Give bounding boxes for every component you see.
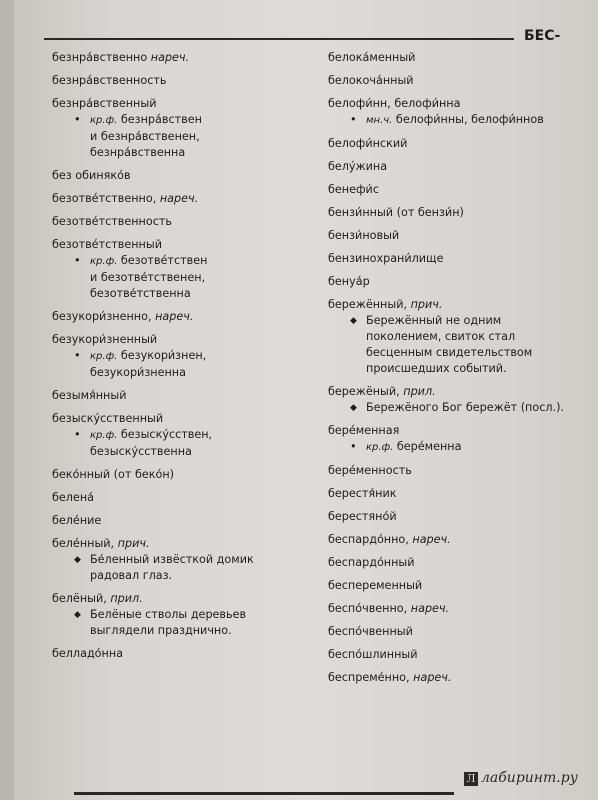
part-of-speech: прил. [110,592,143,605]
diamond-bullet-icon: ◆ [350,316,357,326]
dictionary-entry [52,467,314,483]
headword [52,73,314,89]
headword-text: белофи́нский [328,137,408,150]
headword-text: белладо́нна [52,647,124,660]
forms-text: белофи́нны, белофи́ннов [395,113,544,126]
dictionary-entry [328,532,590,548]
part-of-speech: прич. [410,298,443,311]
grammatical-forms [52,253,314,270]
dictionary-entry [328,670,590,686]
dictionary-entry [52,50,314,66]
part-of-speech: нареч. [413,671,452,684]
headword [328,182,590,198]
grammatical-forms [52,112,314,129]
usage-example [52,623,314,639]
example-text: Бе́ленный извёсткой домик [90,553,254,566]
grammatical-forms [52,145,314,161]
forms-text: безыску́сствен, [120,428,213,441]
headword [328,96,590,112]
dictionary-entry [328,555,590,571]
headword [52,411,314,427]
headword-text: безотве́тственный [52,238,162,251]
usage-example [328,345,590,361]
headword [52,50,314,66]
headword-text: бере́менная [328,424,400,437]
headword-text: беспо́шлинный [328,648,418,661]
bullet-icon: • [74,349,81,362]
part-of-speech: прил. [403,385,436,398]
grammatical-forms [52,286,314,302]
dictionary-entry [328,251,590,267]
forms-label: кр.ф. [90,256,118,267]
headword [328,136,590,152]
forms-label: кр.ф. [366,442,394,453]
headword-text: берестя́ник [328,487,397,500]
headword-text: бензи́нный (от бензи́н) [328,206,464,219]
example-text: радовал глаз. [90,569,173,582]
headword-text: без обиняко́в [52,169,131,182]
headword-text: беко́нный (от беко́н) [52,468,175,481]
headword [52,388,314,404]
headword-text: бережёный, [328,385,400,398]
headword-text: бенефи́с [328,183,379,196]
forms-text: и безотве́тственен, [90,271,206,284]
header-rule [44,38,514,40]
headword [52,237,314,253]
headword [328,423,590,439]
dictionary-entry [328,96,590,129]
dictionary-entry [52,237,314,302]
headword-text: безыску́сственный [52,412,164,425]
grammatical-forms [52,348,314,365]
watermark-logo [464,770,578,786]
bullet-icon: • [350,440,357,453]
headword-text: белёный, [52,592,107,605]
headword-text: бенуа́р [328,275,370,288]
bullet-icon: • [74,428,81,441]
dictionary-entry [52,73,314,89]
forms-text: бере́менна [396,440,462,453]
forms-text: безнра́вственна [90,146,186,159]
dictionary-entry [328,205,590,221]
dictionary-entry [52,96,314,161]
headword [52,168,314,184]
logo-mark-icon: Л [464,772,478,786]
forms-label: мн.ч. [366,115,393,126]
dictionary-entry [328,486,590,502]
headword [52,214,314,230]
grammatical-forms [52,270,314,286]
right-column [328,50,590,693]
headword-text: безукори́зненный [52,333,158,346]
dictionary-entry [52,332,314,381]
bullet-icon: • [74,254,81,267]
dictionary-entry [52,309,314,325]
headword-text: безнра́вственно [52,51,148,64]
forms-text: безотве́тственна [90,287,191,300]
dictionary-entry [328,136,590,152]
example-text: Белёные стволы деревьев [90,608,247,621]
grammatical-forms [328,439,590,456]
part-of-speech: нареч. [150,51,190,64]
headword [52,513,314,529]
headword-text: беспо́чвенно, [328,602,408,615]
headword [328,297,590,313]
example-text: происшедших событий. [366,362,507,375]
headword-text: белока́менный [328,51,416,64]
headword-text: белофи́нн, белофи́нна [328,97,461,110]
headword [328,647,590,663]
headword-text: беспеременный [328,579,423,592]
forms-label: кр.ф. [90,351,118,362]
headword [52,490,314,506]
dictionary-entry [52,214,314,230]
headword [328,274,590,290]
headword [328,73,590,89]
headword [52,591,314,607]
forms-text: безотве́тствен [120,254,208,267]
headword-text: белена́ [52,491,94,504]
forms-label: кр.ф. [90,430,118,441]
headword-text: безотве́тственно, [52,192,157,205]
guide-word: БЕС- [524,28,561,44]
usage-example [328,400,590,416]
dictionary-entry [52,490,314,506]
logo-text: лабиринт.ру [481,770,578,786]
diamond-bullet-icon: ◆ [350,403,357,413]
example-text: бесценным свидетельством [366,346,533,359]
grammatical-forms [328,112,590,129]
dictionary-entry [328,297,590,377]
left-column [52,50,314,669]
dictionary-entry [52,191,314,207]
dictionary-entry [52,411,314,460]
dictionary-entry [52,646,314,662]
footer-rule [74,792,454,795]
headword-text: безнра́вственность [52,74,167,87]
grammatical-forms [52,129,314,145]
dictionary-entry [52,513,314,529]
example-text: Бережённый не одним [366,314,502,327]
dictionary-entry [328,73,590,89]
headword [52,536,314,552]
headword [328,228,590,244]
dictionary-page [14,0,598,800]
forms-label: кр.ф. [90,115,118,126]
headword-text: беспреме́нно, [328,671,410,684]
headword [52,332,314,348]
bullet-icon: • [350,113,357,126]
headword-text: безотве́тственность [52,215,172,228]
example-text: выглядели празднично. [90,624,232,637]
headword-text: белу́жина [328,160,388,173]
dictionary-entry [52,388,314,404]
headword-text: белокоча́нный [328,74,414,87]
headword-text: берестяно́й [328,510,397,523]
headword [328,463,590,479]
part-of-speech: нареч. [159,192,199,205]
usage-example [52,607,314,623]
headword [328,578,590,594]
bullet-icon: • [74,113,81,126]
headword [52,467,314,483]
headword [328,509,590,525]
headword-text: беле́нный, [52,537,115,550]
dictionary-entry [328,647,590,663]
headword [328,251,590,267]
headword-text: безнра́вственный [52,97,157,110]
grammatical-forms [52,444,314,460]
usage-example [52,552,314,568]
headword-text: беспардо́нный [328,556,415,569]
usage-example [328,361,590,377]
dictionary-entry [328,182,590,198]
headword [328,384,590,400]
headword-text: безукори́зненно, [52,310,152,323]
dictionary-entry [328,509,590,525]
dictionary-entry [328,159,590,175]
headword [328,159,590,175]
part-of-speech: нареч. [412,533,451,546]
headword-text: беспардо́нно, [328,533,409,546]
forms-text: безнра́вствен [120,113,202,126]
dictionary-entry [52,536,314,584]
part-of-speech: нареч. [155,310,194,323]
usage-example [328,329,590,345]
forms-text: и безнра́вственен, [90,130,200,143]
forms-text: безукори́зненна [90,366,186,379]
grammatical-forms [52,365,314,381]
headword [52,309,314,325]
dictionary-entry [328,423,590,456]
part-of-speech: прич. [117,537,150,550]
headword [328,624,590,640]
forms-text: безукори́знен, [120,349,207,362]
dictionary-entry [328,228,590,244]
forms-text: безыску́сственна [90,445,192,458]
headword-text: бензи́новый [328,229,400,242]
headword [328,532,590,548]
headword-text: безымя́нный [52,389,127,402]
dictionary-entry [328,50,590,66]
part-of-speech: нареч. [410,602,450,615]
dictionary-entry [328,624,590,640]
dictionary-entry [52,591,314,639]
example-text: поколением, свиток стал [366,330,516,343]
diamond-bullet-icon: ◆ [74,555,81,565]
example-text: Бережёного Бог бережёт (посл.). [366,401,564,414]
dictionary-entry [328,384,590,416]
headword [328,50,590,66]
headword-text: беспо́чвенный [328,625,413,638]
grammatical-forms [52,427,314,444]
headword [328,205,590,221]
diamond-bullet-icon: ◆ [74,610,81,620]
headword-text: беле́ние [52,514,102,527]
dictionary-entry [52,168,314,184]
headword [52,646,314,662]
dictionary-entry [328,578,590,594]
headword [328,486,590,502]
dictionary-entry [328,601,590,617]
headword-text: бережённый, [328,298,408,311]
headword [52,96,314,112]
headword-text: бере́менность [328,464,412,477]
headword-text: бензинохрани́лище [328,252,444,265]
headword [52,191,314,207]
usage-example [52,568,314,584]
usage-example [328,313,590,329]
dictionary-entry [328,463,590,479]
dictionary-entry [328,274,590,290]
headword [328,555,590,571]
headword [328,670,590,686]
headword [328,601,590,617]
